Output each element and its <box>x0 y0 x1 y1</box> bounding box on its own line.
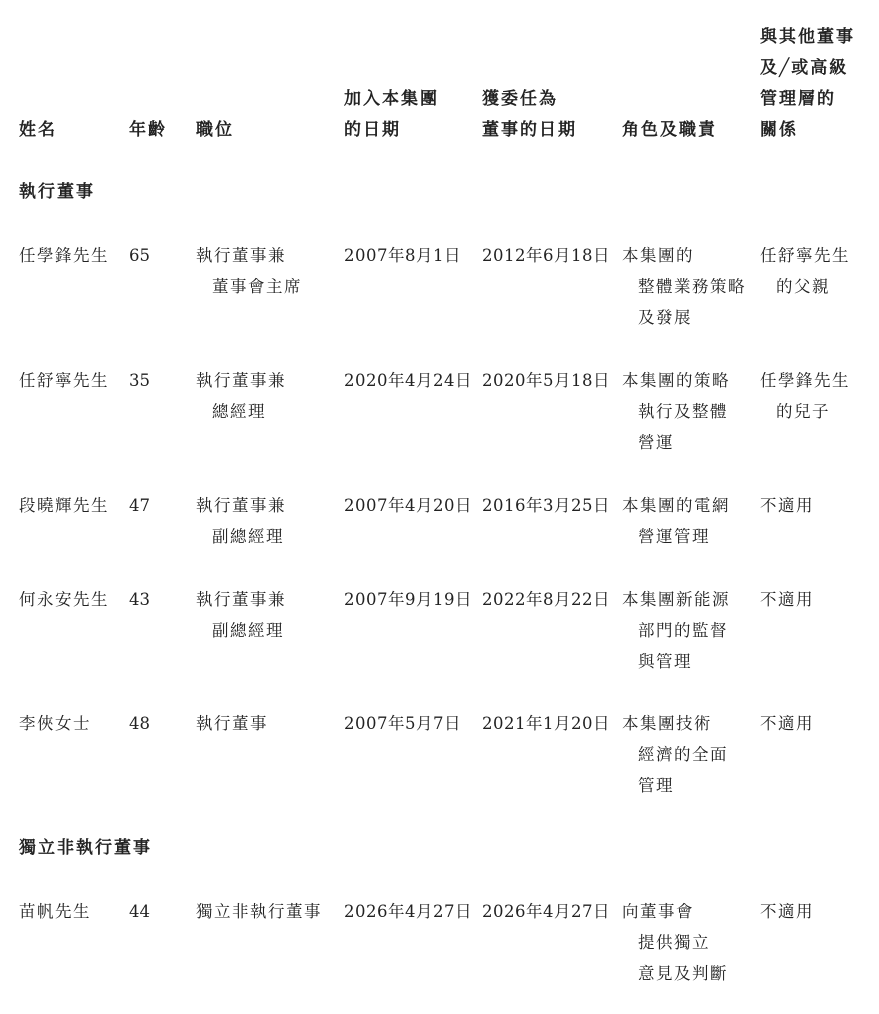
director-position <box>196 365 286 427</box>
table-row <box>0 896 879 996</box>
header-role-line: 角色及職責 <box>622 120 717 140</box>
role-line: 整體業務策略 <box>638 277 746 296</box>
position-line: 總經理 <box>212 402 266 421</box>
join-date: 2007年8月1日 <box>344 246 461 265</box>
join-date: 2020年4月24日 <box>344 371 472 390</box>
role-line: 本集團技術 <box>622 714 712 733</box>
appoint-date: 2016年3月25日 <box>482 496 610 515</box>
position-line: 執行董事兼 <box>196 246 286 265</box>
director-name: 李俠女士 <box>19 714 91 733</box>
position-line: 執行董事 <box>196 714 268 733</box>
position-line: 副總經理 <box>212 621 284 640</box>
header-relationship-line: 關係 <box>760 120 798 140</box>
role-line: 提供獨立 <box>638 933 710 952</box>
header-age-line: 年齡 <box>129 120 167 140</box>
role-line: 營運管理 <box>638 527 710 546</box>
director-role <box>622 490 730 552</box>
header-name <box>19 115 57 146</box>
header-join-date-line: 加入本集團 <box>344 89 439 109</box>
role-line: 本集團的電網 <box>622 496 730 515</box>
relationship-line: 任學鋒先生 <box>760 371 850 390</box>
director-relationship <box>760 240 850 302</box>
relationship-line: 不適用 <box>760 714 814 733</box>
join-date: 2007年4月20日 <box>344 496 472 515</box>
role-line: 與管理 <box>638 652 692 671</box>
director-role <box>622 896 728 989</box>
header-join-date <box>344 84 439 146</box>
role-line: 意見及判斷 <box>638 964 728 983</box>
relationship-line: 不適用 <box>760 590 814 609</box>
position-line: 副總經理 <box>212 527 284 546</box>
section-title: 執行董事 <box>19 182 95 202</box>
header-position-line: 職位 <box>196 120 234 140</box>
position-line: 執行董事兼 <box>196 496 286 515</box>
role-line: 本集團新能源 <box>622 590 730 609</box>
header-join-date-line: 的日期 <box>344 120 401 140</box>
director-role <box>622 365 730 458</box>
director-age: 43 <box>129 590 150 609</box>
header-relationship-line: 與其他董事 <box>760 27 855 47</box>
appoint-date: 2020年5月18日 <box>482 371 610 390</box>
table-row <box>0 365 879 465</box>
table-row <box>0 490 879 590</box>
join-date: 2007年9月19日 <box>344 590 472 609</box>
director-relationship <box>760 896 814 927</box>
role-line: 管理 <box>638 776 674 795</box>
director-relationship <box>760 365 850 427</box>
position-line: 執行董事兼 <box>196 371 286 390</box>
director-relationship <box>760 490 814 521</box>
header-relationship <box>760 22 855 146</box>
director-relationship <box>760 584 814 615</box>
director-name: 何永安先生 <box>19 590 109 609</box>
director-age: 48 <box>129 714 150 733</box>
director-position <box>196 240 302 302</box>
header-age <box>129 115 167 146</box>
relationship-line: 不適用 <box>760 902 814 921</box>
director-position <box>196 584 286 646</box>
header-appoint-date <box>482 84 577 146</box>
director-position <box>196 896 322 927</box>
director-name: 段曉輝先生 <box>19 496 109 515</box>
header-relationship-line: 管理層的 <box>760 89 836 109</box>
director-age: 65 <box>129 246 150 265</box>
header-appoint-date-line: 董事的日期 <box>482 120 577 140</box>
director-position <box>196 490 286 552</box>
director-relationship <box>760 708 814 739</box>
appoint-date: 2021年1月20日 <box>482 714 610 733</box>
relationship-line: 的兒子 <box>776 402 830 421</box>
director-name: 任學鋒先生 <box>19 246 109 265</box>
role-line: 本集團的策略 <box>622 371 730 390</box>
relationship-line: 的父親 <box>776 277 830 296</box>
director-role <box>622 584 730 677</box>
role-line: 本集團的 <box>622 246 694 265</box>
director-role <box>622 240 746 333</box>
director-role <box>622 708 728 801</box>
director-name: 苗帆先生 <box>19 902 91 921</box>
position-line: 獨立非執行董事 <box>196 902 322 921</box>
header-role <box>622 115 717 146</box>
role-line: 及發展 <box>638 308 692 327</box>
position-line: 董事會主席 <box>212 277 302 296</box>
relationship-line: 不適用 <box>760 496 814 515</box>
table-row <box>0 708 879 808</box>
role-line: 部門的監督 <box>638 621 728 640</box>
appoint-date: 2022年8月22日 <box>482 590 610 609</box>
director-age: 44 <box>129 902 150 921</box>
director-position <box>196 708 268 739</box>
appoint-date: 2012年6月18日 <box>482 246 610 265</box>
join-date: 2026年4月27日 <box>344 902 472 921</box>
director-age: 35 <box>129 371 150 390</box>
header-appoint-date-line: 獲委任為 <box>482 89 558 109</box>
role-line: 營運 <box>638 433 674 452</box>
appoint-date: 2026年4月27日 <box>482 902 610 921</box>
position-line: 執行董事兼 <box>196 590 286 609</box>
role-line: 向董事會 <box>622 902 694 921</box>
header-relationship-line: 及╱或高級 <box>760 58 849 78</box>
table-row <box>0 584 879 684</box>
role-line: 執行及整體 <box>638 402 728 421</box>
join-date: 2007年5月7日 <box>344 714 461 733</box>
section-title: 獨立非執行董事 <box>19 838 152 858</box>
table-row <box>0 240 879 340</box>
role-line: 經濟的全面 <box>638 745 728 764</box>
relationship-line: 任舒寧先生 <box>760 246 850 265</box>
header-name-line: 姓名 <box>19 120 57 140</box>
director-name: 任舒寧先生 <box>19 371 109 390</box>
director-age: 47 <box>129 496 150 515</box>
header-position <box>196 115 234 146</box>
